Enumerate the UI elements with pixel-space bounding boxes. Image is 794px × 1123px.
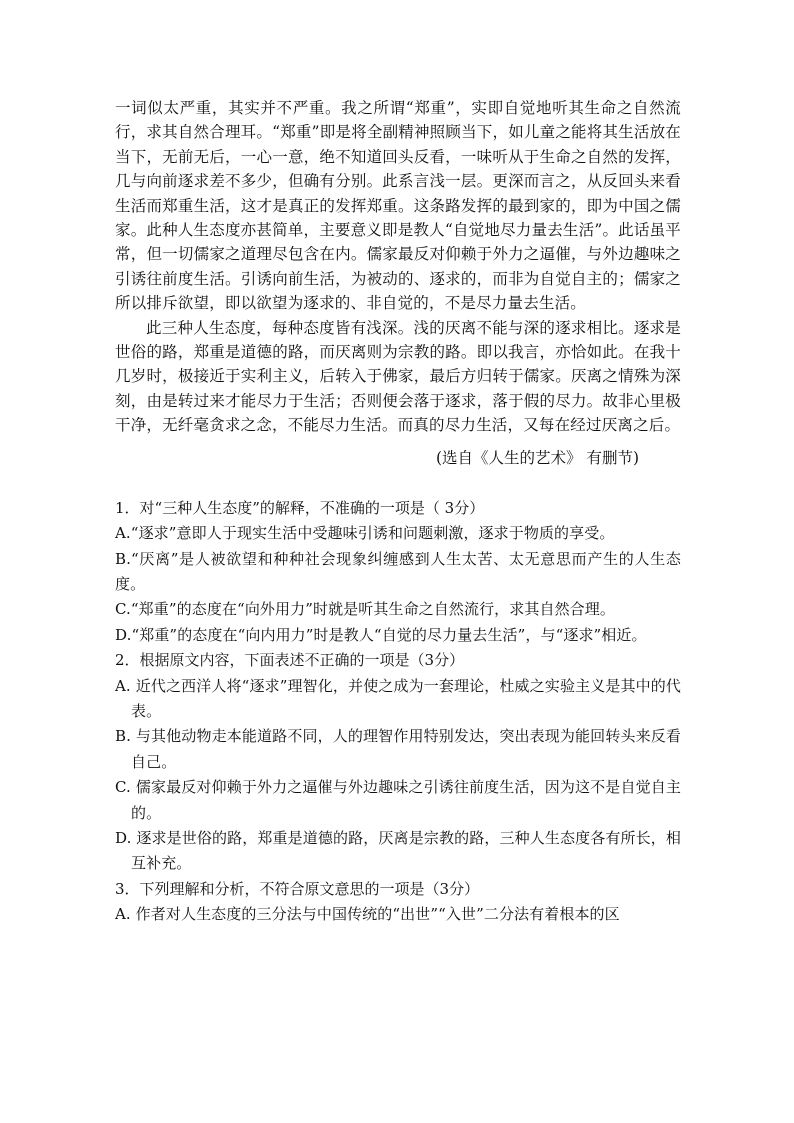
document-page [115, 96, 681, 928]
question-2-option-a: A. 近代之西洋人将“逐求”理智化，并使之成为一套理论，杜威之实验主义是其中的代表。 [115, 676, 681, 720]
question-3 [115, 877, 681, 928]
question-1-option-d: D.“郑重”的态度在“向内用力”时是教人“自觉的尽力量去生活”，与“逐求”相近。 [115, 625, 647, 644]
passage-paragraph-2: 此三种人生态度，每种态度皆有浅深。浅的厌离不能与深的逐求相比。逐求是世俗的路，郑重是道德的路，而厌离则为宗教的路。即以我言，亦恰如此。在我十几岁时，极接近于实利主义，后转入于佛家，最后方归转于儒家。厌离之情殊为深刻，由是转过来才能尽力于生活；否则便会落于逐求，落于假的尽力。故非心里极干净，无纤毫贪求之念，不能尽力生活。而真的尽力生活，又每在经过厌离之后。 [115, 318, 681, 435]
question-2-title: 2．根据原文内容，下面表述不正确的一项是（3分） [115, 651, 465, 670]
question-3-option-a: A. 作者对人生态度的三分法与中国传统的“出世”“入世”二分法有着根本的区 [115, 905, 620, 924]
question-1-option-c: C.“郑重”的态度在“向外用力”时就是听其生命之自然流行，求其自然合理。 [115, 600, 615, 619]
question-list [115, 496, 681, 928]
question-2-option-d: D. 逐求是世俗的路，郑重是道德的路，厌离是宗教的路，三种人生态度各有所长，相互补充。 [115, 828, 681, 873]
passage-source: (选自《人生的艺术》 有删节) [435, 448, 639, 467]
question-2-option-b: B. 与其他动物走本能道路不同，人的理智作用特别发达，突出表现为能回转头来反看自己。 [115, 727, 681, 771]
question-3-title: 3．下列理解和分析，不符合原文意思的一项是（3分） [115, 879, 480, 898]
question-1-option-b: B.“厌离”是人被欲望和种种社会现象纠缠感到人生太苦、太无意思而产生的人生态度。 [115, 549, 681, 593]
question-2-option-c: C. 儒家最反对仰赖于外力之逼催与外边趣味之引诱往前度生活，因为这不是自觉自主的。 [115, 778, 681, 822]
passage-paragraph-1: 一词似太严重，其实并不严重。我之所谓“郑重”，实即自觉地听其生命之自然流行，求其自然合理耳。“郑重”即是将全副精神照顾当下，如儿童之能将其生活放在当下，无前无后，一心一意，绝不知道回头反看，一味听从于生命之自然的发挥，几与向前逐求差不多少，但确有分别。此系言浅一层。更深而言之，从反回头来看生活而郑重生活，这才是真正的发挥郑重。这条路发挥的最到家的，即为中国之儒家。此种人生态度亦甚简单，主要意义即是教人“自觉地尽力量去生活”。此话虽平常，但一切儒家之道理尽包含在内。儒家最反对仰赖于外力之逼催，与外边趣味之引诱往前度生活。引诱向前生活，为被动的、逐求的，而非为自觉自主的；儒家之所以排斥欲望，即以欲望为逐求的、非自觉的，不是尽力量去生活。 [115, 99, 681, 313]
question-1-title: 1．对“三种人生态度”的解释，不准确的一项是（ 3分） [115, 498, 485, 517]
question-1-option-a: A.“逐求”意即人于现实生活中受趣味引诱和问题刺激，逐求于物质的享受。 [115, 524, 615, 543]
question-1 [115, 496, 681, 648]
question-2 [115, 648, 681, 877]
